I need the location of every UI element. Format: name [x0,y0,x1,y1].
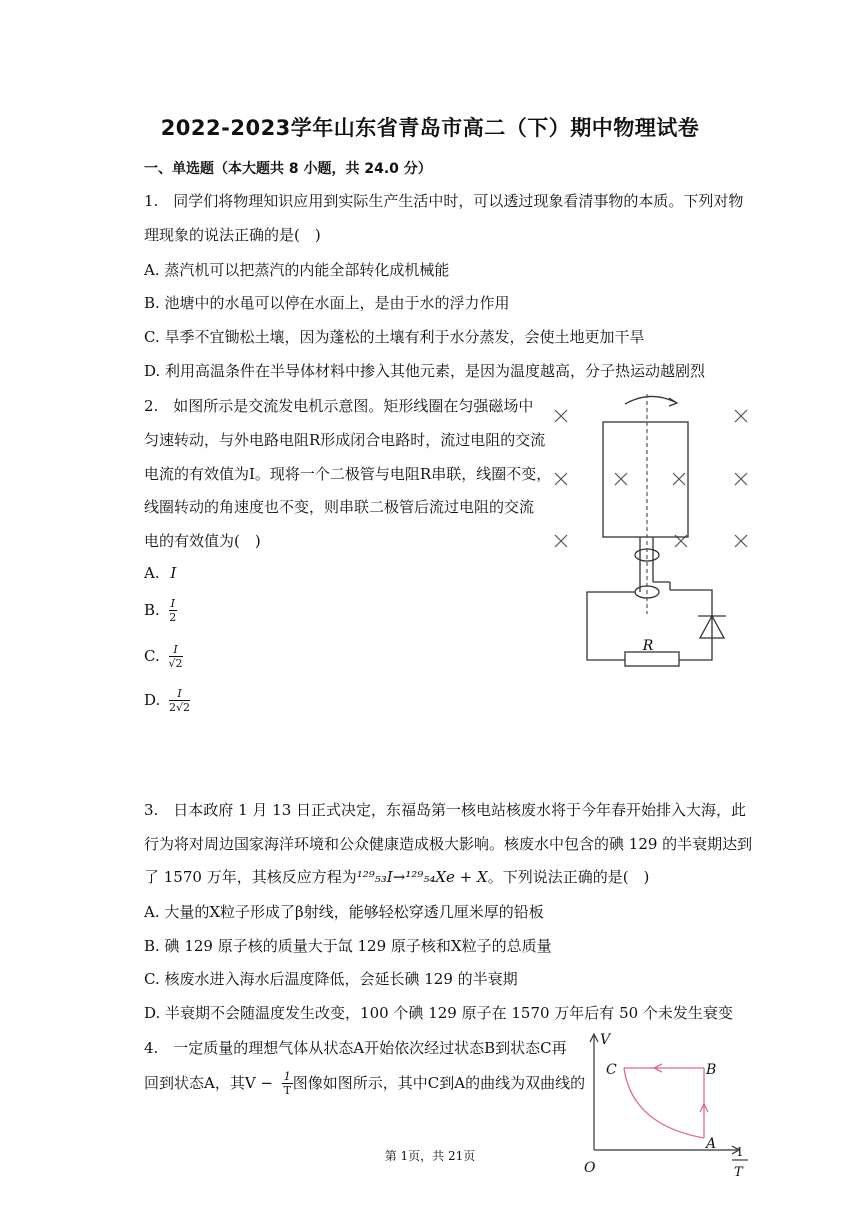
field-cross [555,473,567,485]
section-heading: 一、单选题（本大题共 8 小题，共 24.0 分） [144,161,432,177]
q2-line-5: 电的有效值为( ) [144,532,261,550]
frac-num: I [169,644,183,657]
q2-line-2: 匀速转动，与外电路电阻R形成闭合电路时，流过电阻的交流 [144,431,546,449]
q2-option-c-label: C. [144,647,160,665]
frac-num: 1 [283,1070,291,1083]
field-cross [673,473,685,485]
field-cross [735,535,747,547]
coil-rectangle [603,422,688,537]
page-title: 2022-2023学年山东省青岛市高二（下）期中物理试卷 [160,116,700,140]
q4-line-2 [144,1071,585,1097]
q1-option-d: D. 利用高温条件在半导体材料中掺入其他元素，是因为温度越高，分子热运动越剧烈 [144,362,706,380]
frac-den: √2 [168,657,183,670]
q2-option-c [144,644,183,670]
q2-option-d [144,688,190,714]
frac-den: T [283,1084,291,1097]
q2-option-b-label: B. [144,601,160,619]
q1-option-a: A. 蒸汽机可以把蒸汽的内能全部转化成机械能 [144,261,450,279]
q2-line-3: 电流的有效值为I。现将一个二极管与电阻R串联，线圈不变， [144,465,552,483]
frac-den: 2√2 [169,701,191,714]
q2-option-a-value: I [170,564,177,582]
q1-option-b: B. 池塘中的水黾可以停在水面上，是由于水的浮力作用 [144,294,510,312]
frac-num: I [169,688,190,701]
field-cross [735,473,747,485]
axis-label-v: V [600,1032,611,1048]
frac-num: I [170,597,175,610]
q2-option-a-label: A. [144,564,160,582]
q3-line-2: 行为将对周边国家海洋环境和公众健康造成极大影响。核废水中包含的碘 129 的半衰期达到 [144,835,753,853]
q2-line-1: 2. 如图所示是交流发电机示意图。矩形线圈在匀强磁场中 [144,397,534,415]
arrow-head-icon [669,398,677,406]
generator-figure [545,392,760,677]
q4-line-2-text: 回到状态A，其V − [144,1074,278,1092]
resistor [625,652,679,666]
q3-line-1: 3. 日本政府 1 月 13 日正式决定，东福岛第一核电站核废水将于今年春开始排入大海，此 [144,801,747,819]
point-label-b: B [706,1062,717,1078]
wire [670,590,712,660]
q2-option-d-fraction [169,688,190,714]
q2-option-d-label: D. [144,691,161,709]
nuclear-equation: ¹²⁹₅₃I→¹²⁹₅₄Xe + X [356,868,488,886]
point-label-c: C [606,1062,617,1078]
q3-line-3-tail: 。下列说法正确的是( ) [487,868,650,886]
q4-line-2-tail: 图像如图所示，其中C到A的曲线为双曲线的 [292,1074,586,1092]
axis-label-x-num: 1 [736,1145,744,1159]
q2-option-a [144,564,176,582]
q4-line-1: 4. 一定质量的理想气体从状态A开始依次经过状态B到状态C再 [144,1039,567,1057]
q4-fraction [282,1071,293,1097]
q2-line-4: 线圈转动的角速度也不变，则串联二极管后流过电阻的交流 [144,498,535,516]
axis-label-x-den: T [734,1165,743,1180]
point-label-a: A [706,1136,717,1152]
frac-den: 2 [169,611,177,624]
wire [587,592,635,660]
q3-option-b: B. 碘 129 原子核的质量大于氙 129 原子核和X粒子的总质量 [144,937,552,955]
q3-option-d: D. 半衰期不会随温度发生改变，100 个碘 129 原子在 1570 万年后有 50 个未发生衰变 [144,1004,733,1022]
q2-option-b [144,598,177,624]
q2-option-b-fraction [169,598,177,624]
q3-option-c: C. 核废水进入海水后温度降低，会延长碘 129 的半衰期 [144,970,518,988]
v-t-graph [582,1030,757,1190]
page-footer: 第 1页，共 21页 [384,1149,476,1163]
rotation-arrow [625,396,675,404]
q1-line-1: 1. 同学们将物理知识应用到实际生产生活中时，可以透过现象看清事物的本质。下列对物 [144,192,744,210]
field-cross [555,535,567,547]
origin-label: O [584,1160,596,1176]
path-c-to-a [624,1068,704,1138]
q3-line-3 [144,866,649,887]
field-cross [735,410,747,422]
q2-option-c-fraction [169,644,183,670]
field-cross [555,410,567,422]
q1-option-c: C. 旱季不宜锄松土壤，因为蓬松的土壤有利于水分蒸发，会使土地更加干旱 [144,328,645,346]
q3-option-a: A. 大量的X粒子形成了β射线，能够轻松穿透几厘米厚的铅板 [144,903,544,921]
field-cross [615,473,627,485]
q3-line-3-text: 了 1570 万年，其核反应方程为 [144,868,357,886]
resistor-label: R [642,638,654,654]
q1-line-2: 理现象的说法正确的是( ) [144,226,321,244]
